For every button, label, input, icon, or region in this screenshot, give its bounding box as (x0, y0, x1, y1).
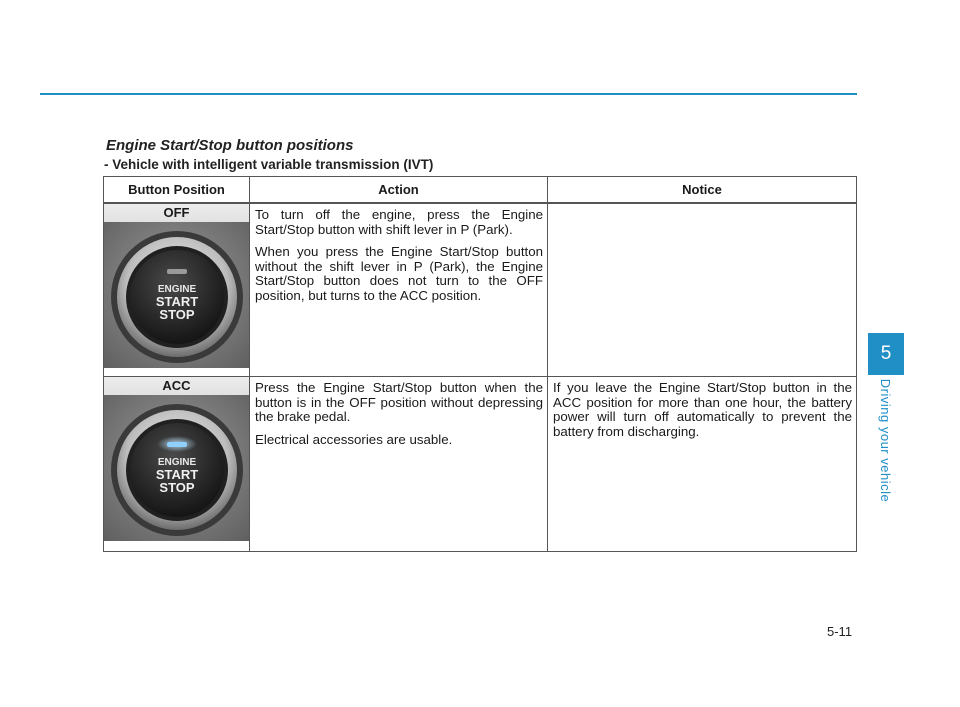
action-cell-off (250, 203, 548, 377)
position-label-acc: ACC (104, 377, 249, 395)
button-positions-table (103, 176, 857, 552)
button-text-engine: ENGINE (157, 284, 197, 295)
section-subtitle: - Vehicle with intelligent variable transmission (IVT) (104, 157, 434, 172)
button-text-start: START (155, 294, 199, 309)
button-text-stop: STOP (159, 307, 195, 322)
position-cell-off (104, 203, 250, 377)
action-cell-acc (250, 377, 548, 552)
engine-button-photo-acc (104, 395, 249, 541)
section-title: Engine Start/Stop button positions (106, 137, 354, 154)
action-text: When you press the Engine Start/Stop button without the shift lever in P (Park), the Engine Start/Stop button does not turn to the OFF position, but turns to the ACC position. (255, 244, 543, 303)
chapter-label-text: Driving your vehicle (878, 378, 894, 502)
action-text: To turn off the engine, press the Engine Start/Stop button with shift lever in P (Park). (255, 207, 543, 237)
top-rule (40, 93, 857, 95)
engine-start-stop-button-icon (104, 395, 249, 541)
notice-text: If you leave the Engine Start/Stop button in the ACC position for more than one hour, the battery power will turn off automatically to prevent the battery from discharging. (553, 380, 852, 439)
header-action: Action (250, 177, 548, 204)
table-row-acc (104, 377, 857, 552)
indicator-light-off (167, 269, 187, 274)
button-text-start: START (155, 467, 199, 482)
chapter-label (874, 380, 898, 500)
position-label-off: OFF (104, 204, 249, 222)
table-row-off (104, 203, 857, 377)
header-notice: Notice (548, 177, 857, 204)
notice-cell-off (548, 203, 857, 377)
header-button-position: Button Position (104, 177, 250, 204)
engine-button-photo-off (104, 222, 249, 368)
table-header-row (104, 177, 857, 204)
button-text-engine: ENGINE (157, 457, 197, 468)
position-cell-acc (104, 377, 250, 552)
action-text: Press the Engine Start/Stop button when the button is in the OFF position without depressing the brake pedal. (255, 380, 543, 424)
engine-start-stop-button-icon (104, 222, 249, 368)
chapter-tab: 5 (868, 333, 904, 375)
page-number: 5-11 (827, 624, 853, 639)
button-text-stop: STOP (159, 480, 195, 495)
notice-cell-acc (548, 377, 857, 552)
indicator-light-acc (167, 442, 187, 447)
action-text: Electrical accessories are usable. (255, 431, 453, 447)
